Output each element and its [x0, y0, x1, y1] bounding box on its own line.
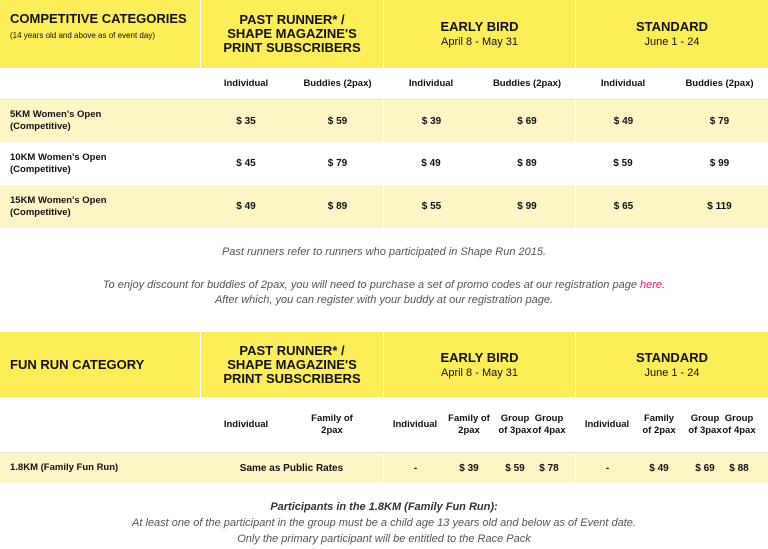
subheader-family: Family of 2pax	[642, 413, 676, 436]
past-runner-header	[200, 332, 383, 397]
standard-header	[575, 0, 768, 68]
early-bird-dates: April 8 - May 31	[440, 36, 519, 48]
competitive-title: COMPETITIVE CATEGORIES	[10, 11, 187, 26]
price-cell: $ 65	[575, 185, 671, 228]
price-cell: $ 55	[383, 185, 479, 228]
price-cell: $ 79	[327, 158, 348, 169]
price-cell: $ 59	[327, 115, 348, 127]
past-runner-header	[200, 0, 383, 68]
price-cell: $ 89	[327, 201, 348, 212]
price-cell: Same as Public Rates	[239, 462, 344, 474]
subheader-individual: Individual	[600, 78, 646, 89]
footer-title: Participants in the 1.8KM (Family Fun Run):	[270, 501, 498, 513]
subheader-group4: Group of 4pax	[722, 413, 756, 436]
price-cell: $ 39	[459, 462, 479, 474]
price-cell: $ 89	[517, 158, 537, 169]
price-cell: $ 45	[236, 158, 256, 169]
subheader-family: Family of 2pax	[448, 413, 490, 436]
registration-link[interactable]: here	[640, 279, 663, 291]
past-runners-note: Past runners refer to runners who participated in Shape Run 2015.	[221, 246, 547, 258]
price-cell: $ 69	[517, 115, 537, 127]
price-cell: $ 39	[383, 100, 479, 142]
row-label: 10KM Women's Open (Competitive)	[10, 151, 107, 175]
subheader-individual: Individual	[584, 419, 630, 430]
subheader-buddies: Buddies (2pax)	[685, 78, 754, 89]
discount-note-end: .	[662, 279, 666, 291]
subheader-group3: Group of 3pax	[498, 413, 532, 436]
price-cell: $ 79	[709, 115, 730, 127]
early-bird-header	[383, 332, 575, 397]
competitive-header-row	[0, 0, 768, 68]
early-bird-dates: April 8 - May 31	[440, 366, 519, 379]
past-runner-label: PAST RUNNER* / SHAPE MAGAZINE'S PRINT SUBSCRIBERS	[223, 12, 361, 55]
row-label: 15KM Women's Open (Competitive)	[10, 194, 107, 218]
price-cell: $ 49	[649, 462, 669, 474]
competitive-subtitle: (14 years old and above as of event day)	[10, 31, 155, 40]
standard-label: STANDARD	[636, 19, 708, 34]
table-row	[0, 142, 768, 185]
subheader-group4: Group of 4pax	[532, 413, 566, 436]
price-cell: $ 99	[709, 158, 730, 169]
table-row	[0, 100, 768, 142]
price-cell: $ 49	[236, 201, 256, 212]
price-cell: $ 59	[505, 462, 525, 474]
funrun-title: FUN RUN CATEGORY	[10, 356, 145, 372]
early-bird-label: EARLY BIRD	[440, 19, 519, 34]
price-cell: -	[575, 453, 639, 483]
standard-label: STANDARD	[636, 349, 708, 365]
price-cell: $ 35	[236, 115, 256, 127]
table-row	[0, 453, 768, 483]
price-cell: $ 88	[729, 462, 749, 474]
price-cell: $ 99	[517, 201, 537, 212]
after-note: After which, you can register with your buddy at our registration page.	[214, 294, 554, 306]
subheader-buddies: Buddies (2pax)	[492, 78, 562, 89]
discount-note-text: To enjoy discount for buddies of 2pax, you will need to purchase a set of promo codes at our registration page	[102, 279, 640, 291]
funrun-title-cell	[0, 332, 200, 397]
subheader-individual: Individual	[392, 419, 438, 430]
past-runner-label: PAST RUNNER* / SHAPE MAGAZINE'S PRINT SUBSCRIBERS	[223, 342, 361, 386]
early-bird-header	[383, 0, 575, 68]
subheader-family: Family of 2pax	[311, 413, 353, 436]
competitive-title-cell	[0, 0, 200, 68]
subheader-individual: Individual	[223, 419, 269, 430]
competitive-subheader-row	[0, 68, 768, 100]
price-cell: $ 119	[707, 201, 732, 212]
subheader-group3: Group of 3pax	[688, 413, 722, 436]
standard-dates: June 1 - 24	[644, 36, 700, 48]
discount-note	[0, 278, 768, 293]
price-cell: $ 59	[613, 158, 633, 169]
standard-dates: June 1 - 24	[644, 366, 700, 379]
price-cell: $ 78	[539, 462, 559, 474]
funrun-header-row	[0, 332, 768, 397]
row-label: 5KM Women's Open (Competitive)	[10, 109, 102, 132]
table-row	[0, 185, 768, 228]
footer-line2: Only the primary participant will be entitled to the Race Pack	[237, 533, 531, 545]
subheader-buddies: Buddies (2pax)	[303, 78, 372, 89]
row-label: 1.8KM (Family Fun Run)	[10, 462, 119, 473]
price-cell: $ 49	[421, 158, 441, 169]
early-bird-label: EARLY BIRD	[440, 349, 519, 365]
subheader-individual: Individual	[408, 78, 454, 89]
price-cell: -	[383, 453, 447, 483]
subheader-individual: Individual	[223, 78, 269, 89]
price-cell: $ 69	[695, 462, 715, 474]
standard-header	[575, 332, 768, 397]
price-cell: $ 49	[575, 100, 671, 142]
footer-line1: At least one of the participant in the group must be a child age 13 years old and below as of Event date.	[132, 517, 636, 529]
funrun-subheader-row	[0, 397, 768, 453]
